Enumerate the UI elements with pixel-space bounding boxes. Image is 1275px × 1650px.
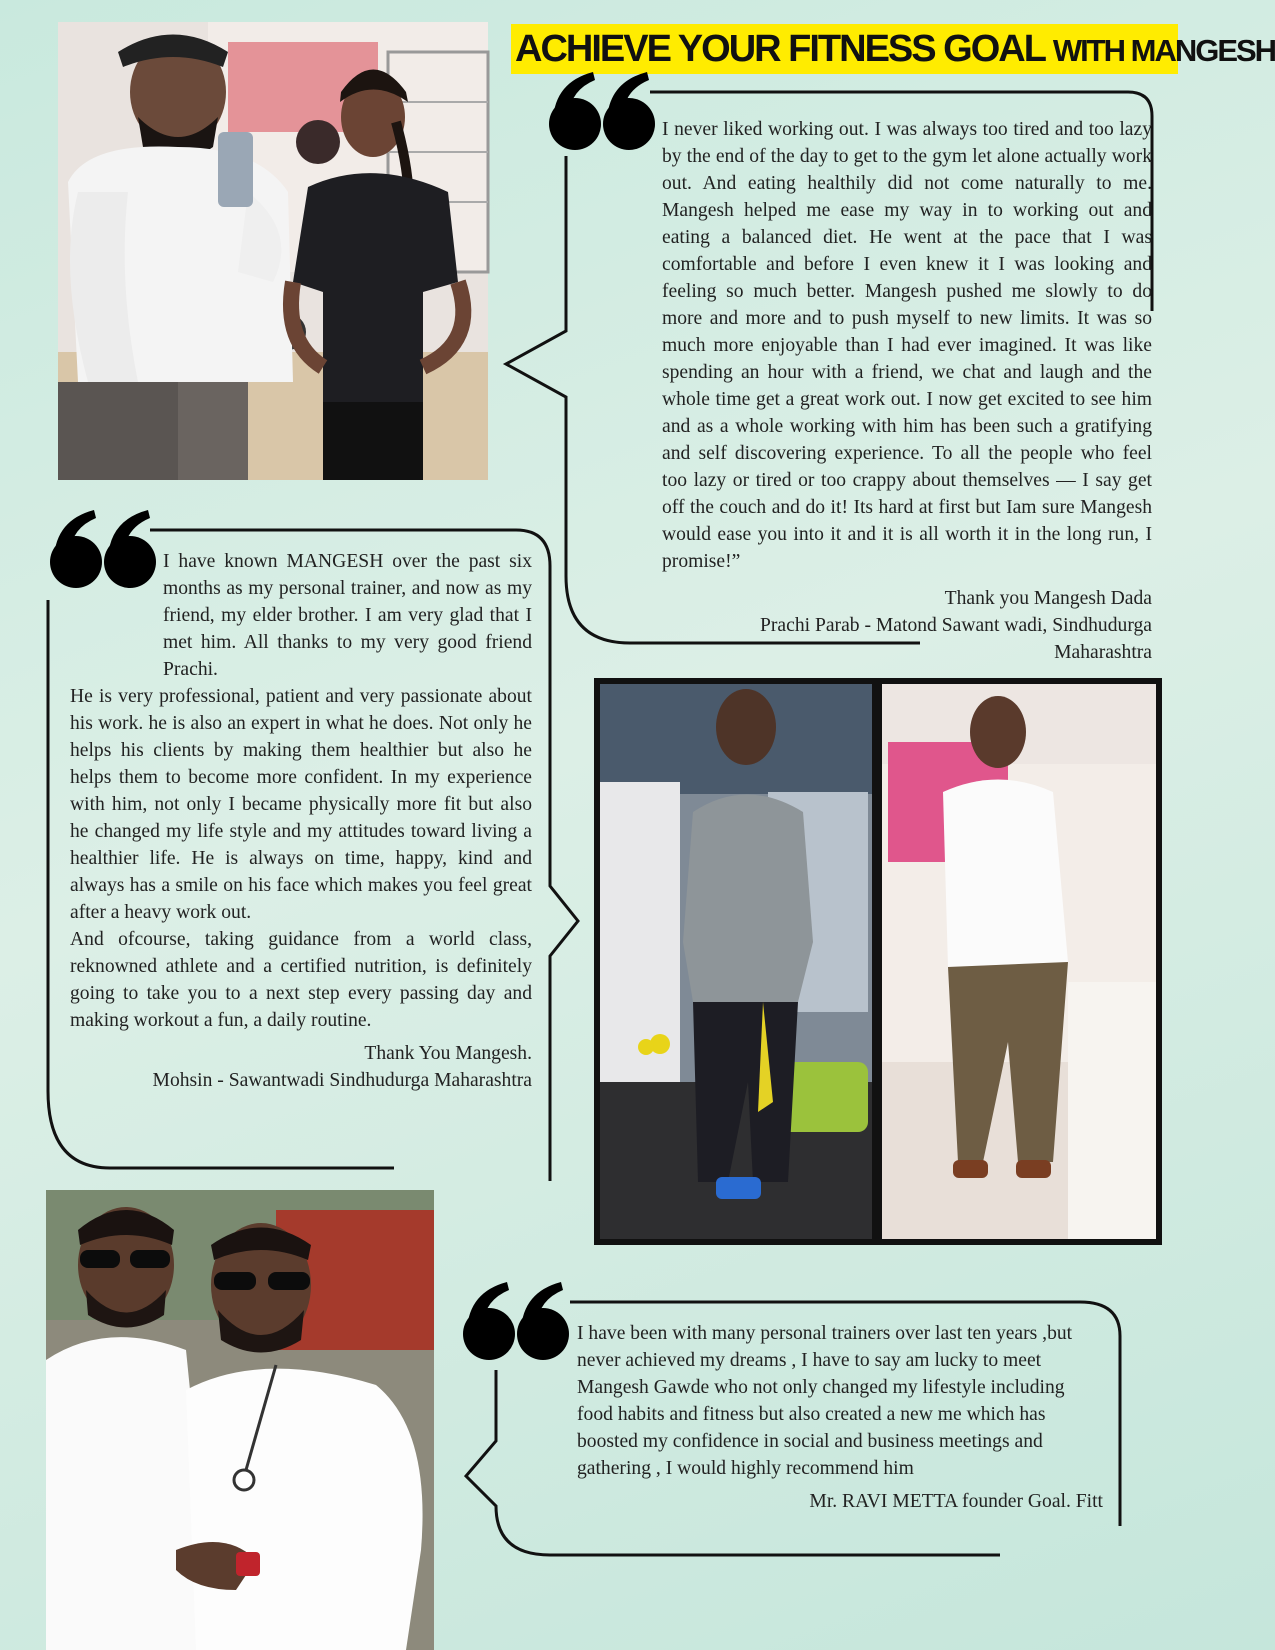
before-after-photo <box>594 678 1162 1245</box>
testimonial-thanks: Thank You Mangesh. <box>364 1043 532 1064</box>
testimonial-author: Mr. RAVI METTA founder Goal. Fitt <box>809 1491 1103 1512</box>
testimonial-text: I have been with many personal trainers over last ten years ,but never achieved my dreams , I have to say am lucky to meet Mangesh Gawde who not only changed my lifestyle including food habits and fitness but also created a new me which has boosted my confidence in social and business meetings and gathering , I would highly recommend him <box>577 1323 1073 1479</box>
testimonial-paragraph: He is very professional, patient and very passionate about his work. he is also an expert in what he does. Not only he helps his clients by making them healthier but also he helps them to become more confident. In my experience with him, not only I became physically more fit but also he changed my life style and my attitudes toward living a healthier life. He is always on time, happy, kind and always has a smile on his face which makes you feel great after a heavy work out. <box>70 686 532 923</box>
testimonial-prachi <box>585 116 1152 666</box>
trainer-friend-photo <box>46 1190 434 1650</box>
testimonial-thanks: Thank you Mangesh Dada <box>944 588 1152 609</box>
testimonial-mohsin <box>70 548 532 1094</box>
testimonial-paragraph: And ofcourse, taking guidance from a world class, reknowned athlete and a certified nutrition, is definitely going to take you to a next step every passing day and making workout a fun, a daily routine. <box>70 929 532 1031</box>
testimonial-ravi <box>529 1320 1103 1515</box>
headline-main: ACHIEVE YOUR FITNESS GOAL <box>515 28 1045 70</box>
trainer-client-photo <box>58 22 488 480</box>
page-headline <box>511 24 1275 74</box>
testimonial-author: Mohsin - Sawantwadi Sindhudurga Maharashtra <box>152 1070 532 1091</box>
testimonial-author: Prachi Parab - Matond Sawant wadi, Sindhudurga <box>760 615 1152 636</box>
headline-rest: WITH MANGESH <box>1052 33 1275 68</box>
testimonial-paragraph: I have known MANGESH over the past six months as my personal trainer, and now as my friend, my elder brother. I am very glad that I met him. All thanks to my very good friend Prachi. <box>163 551 532 680</box>
testimonial-location: Maharashtra <box>1054 642 1152 663</box>
testimonial-text: I never liked working out. I was always too tired and too lazy by the end of the day to get to the gym let alone actually work out. And eating healthily did not come naturally to me. Mangesh helped me ease my way in to working out and eating a balanced diet. He went at the pace that I was comfortable and before I even knew it I was looking and feeling so much better. Mangesh pushed me slowly to do more and more and to push myself to new limits. It was so much more enjoyable than I had ever imagined. It was like spending an hour with a friend, we chat and laugh and the whole time get a great work out. I now get excited to see him and as a whole working with him has been such a gratifying and self discovering experience. To all the people who feel too lazy or tired or too crappy about themselves — I say get off the couch and do it! Its hard at first but Iam sure Mangesh would ease you into it and it is all worth it in the long run, I promise!” <box>662 119 1152 572</box>
